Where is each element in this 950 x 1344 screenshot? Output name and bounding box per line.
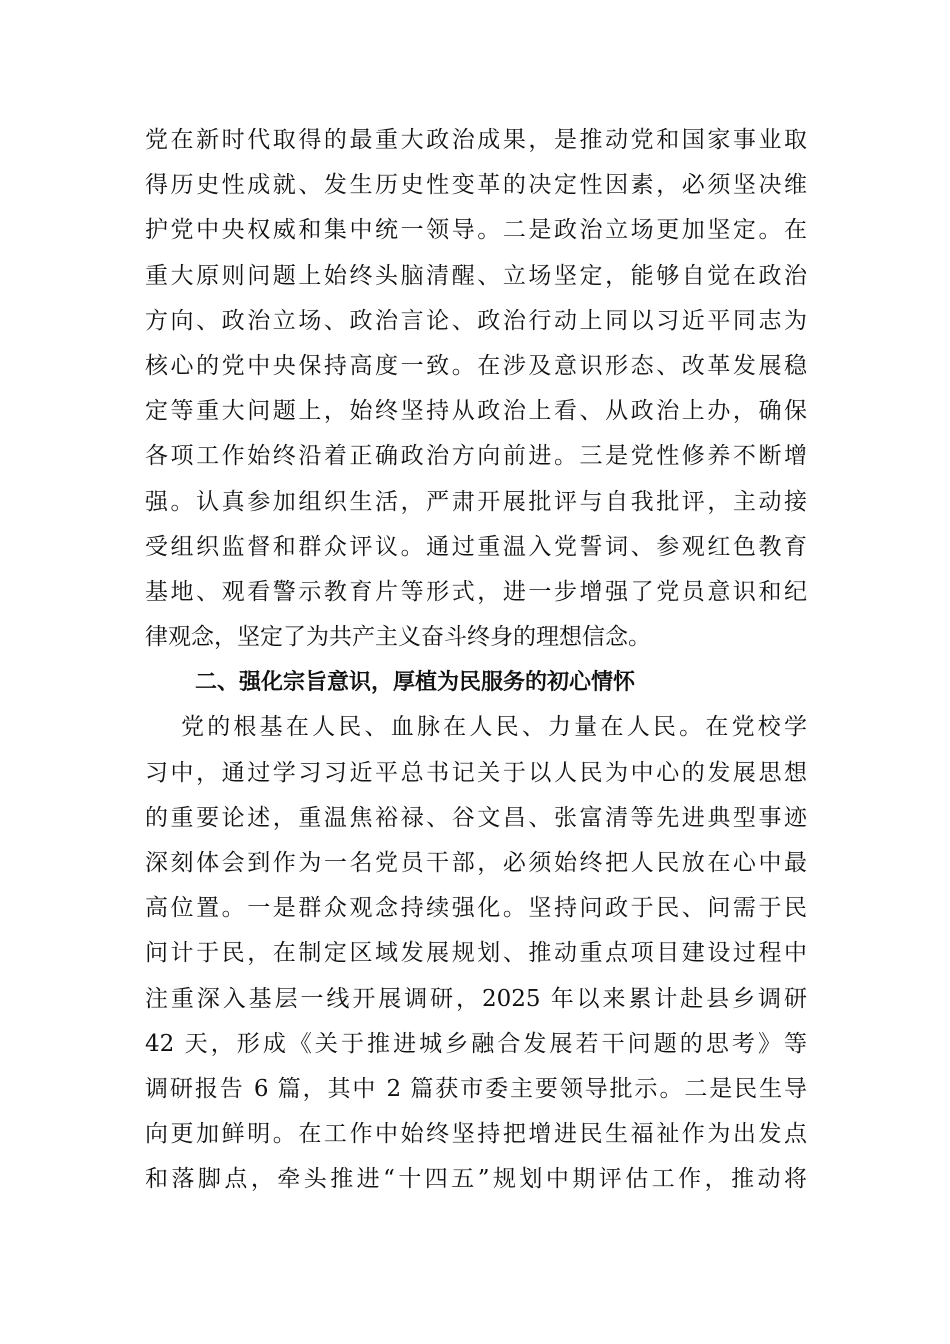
text-line: 强。认真参加组织生活，严肃开展批评与自我批评，主动接 — [145, 488, 807, 515]
text-line: 党在新时代取得的最重大政治成果，是推动党和国家事业取 — [145, 127, 807, 153]
text-line: 和落脚点，牵头推进“十四五”规划中期评估工作，推动将 — [145, 1166, 807, 1193]
text-line: 受组织监督和群众评议。通过重温入党誓词、参观红色教育 — [145, 533, 807, 560]
text-line: 高位置。一是群众观念持续强化。坚持问政于民、问需于民 — [145, 895, 807, 922]
text-line: 党的根基在人民、血脉在人民、力量在人民。在党校学 — [181, 714, 807, 741]
text-line: 调研报告 6 篇，其中 2 篇获市委主要领导批示。二是民生导 — [145, 1075, 807, 1102]
text-line: 定等重大问题上，始终坚持从政治上看、从政治上办，确保 — [145, 398, 807, 425]
text-line: 注重深入基层一线开展调研，2025 年以来累计赴县乡调研 — [145, 985, 807, 1012]
text-line: 律观念，坚定了为共产主义奋斗终身的理想信念。 — [145, 624, 651, 651]
text-line: 方向、政治立场、政治言论、政治行动上同以习近平同志为 — [145, 307, 807, 334]
text-line: 护党中央权威和集中统一领导。二是政治立场更加坚定。在 — [145, 217, 807, 244]
text-line: 核心的党中央保持高度一致。在涉及意识形态、改革发展稳 — [145, 352, 807, 379]
text-line: 得历史性成就、发生历史性变革的决定性因素，必须坚决维 — [145, 172, 807, 199]
text-line: 基地、观看警示教育片等形式，进一步增强了党员意识和纪 — [145, 578, 807, 605]
text-line: 各项工作始终沿着正确政治方向前进。三是党性修养不断增 — [145, 443, 807, 470]
paragraph-political-stance — [145, 118, 807, 660]
text-line: 问计于民，在制定区域发展规划、推动重点项目建设过程中 — [145, 940, 807, 967]
section-heading: 二、强化宗旨意识，厚植为民服务的初心情怀 — [195, 670, 636, 696]
text-line: 深刻体会到作为一名党员干部，必须始终把人民放在心中最 — [145, 850, 807, 876]
text-line: 重大原则问题上始终头脑清醒、立场坚定，能够自觉在政治 — [145, 262, 807, 289]
text-line: 的重要论述，重温焦裕禄、谷文昌、张富清等先进典型事迹 — [145, 804, 807, 831]
paragraph-people-centered — [145, 705, 807, 1202]
text-line: 42 天，形成《关于推进城乡融合发展若干问题的思考》等 — [145, 1030, 807, 1057]
text-line: 向更加鲜明。在工作中始终坚持把增进民生福祉作为出发点 — [145, 1121, 807, 1148]
text-line: 习中，通过学习习近平总书记关于以人民为中心的发展思想 — [145, 759, 807, 786]
document-page — [145, 118, 807, 1203]
